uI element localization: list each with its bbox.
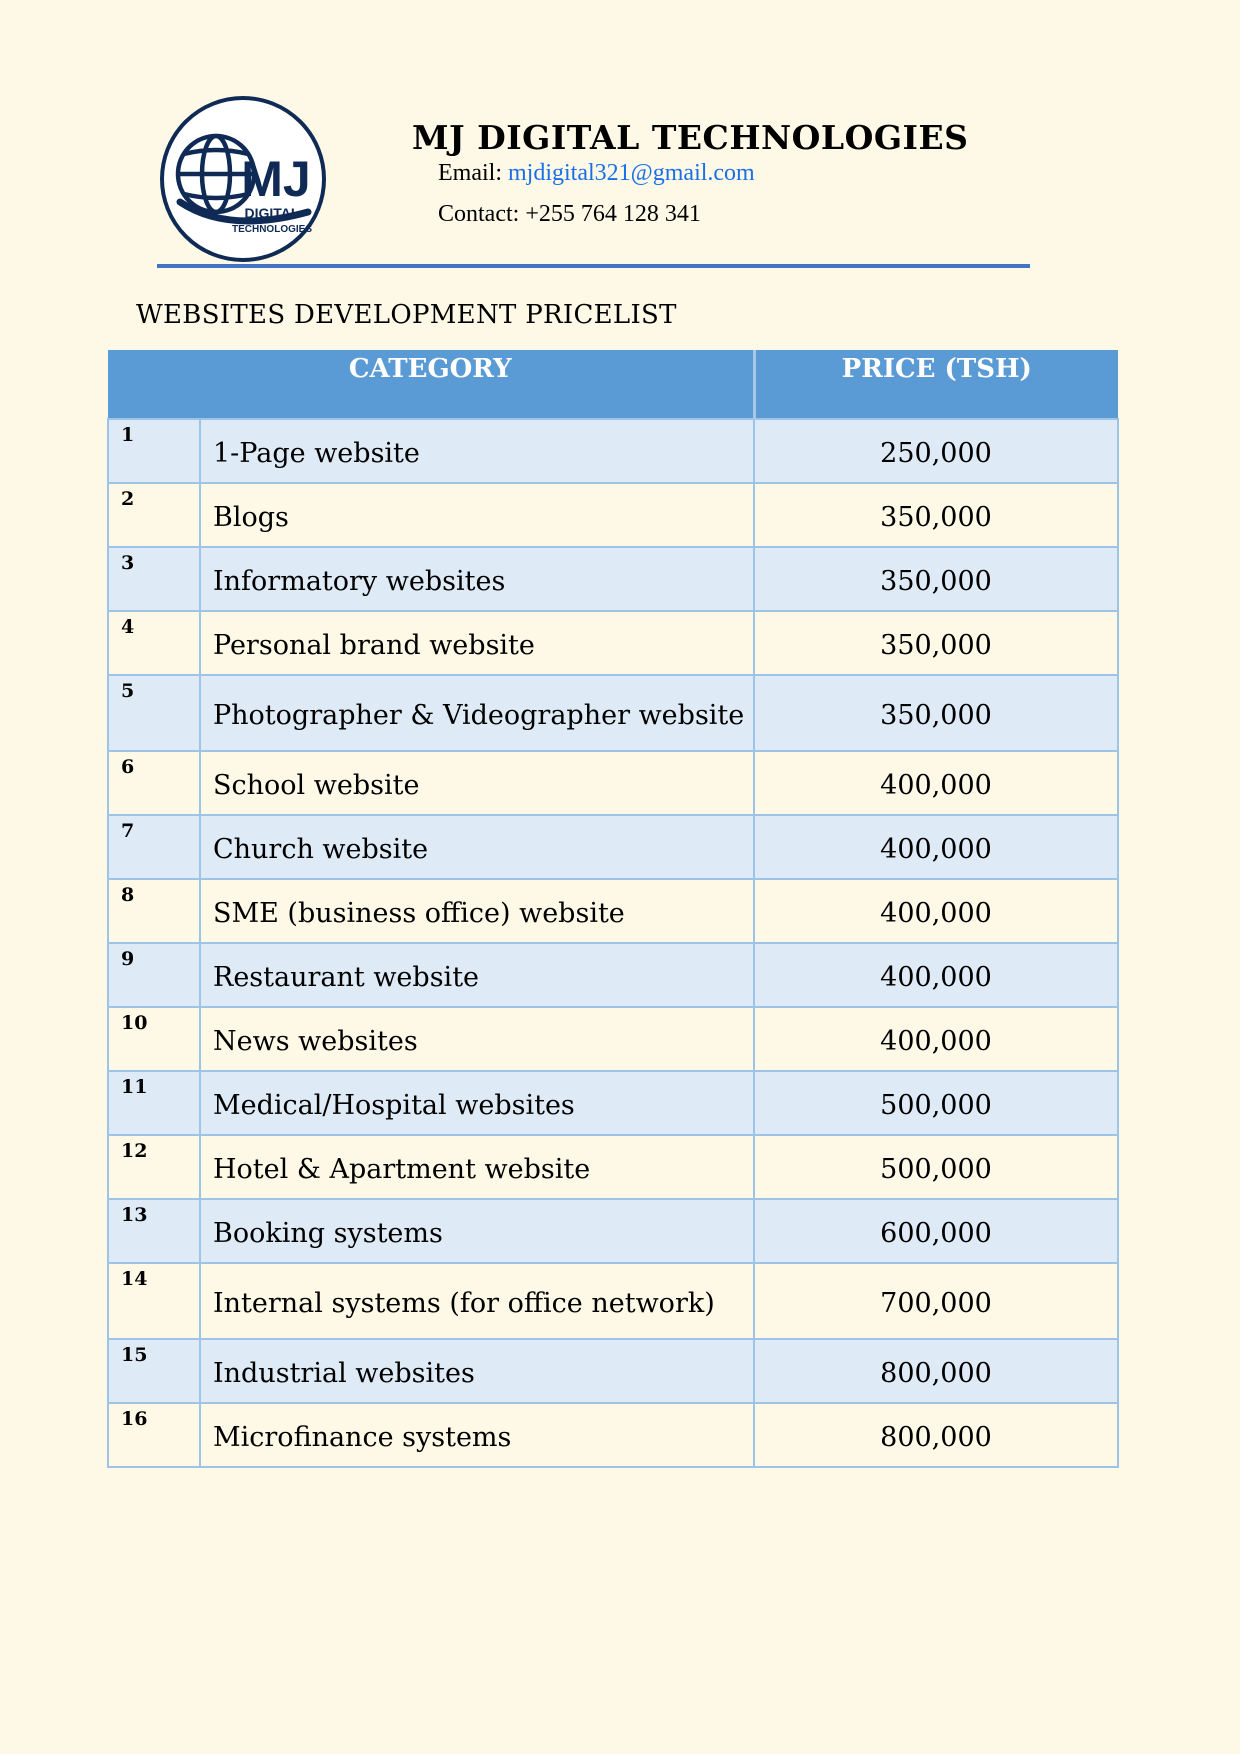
row-price: 500,000 (754, 1135, 1118, 1199)
company-logo (158, 94, 328, 264)
table-row (108, 943, 1118, 1007)
row-number: 12 (108, 1135, 200, 1199)
document-title: WEBSITES DEVELOPMENT PRICELIST (136, 300, 677, 330)
row-number: 15 (108, 1339, 200, 1403)
row-category: 1-Page website (200, 419, 754, 483)
contact-line (438, 201, 701, 228)
row-price: 350,000 (754, 547, 1118, 611)
table-row (108, 419, 1118, 483)
row-category: Booking systems (200, 1199, 754, 1263)
row-number: 8 (108, 879, 200, 943)
row-price: 800,000 (754, 1339, 1118, 1403)
row-price: 800,000 (754, 1403, 1118, 1467)
table-row (108, 483, 1118, 547)
row-price: 400,000 (754, 879, 1118, 943)
row-category: Microfinance systems (200, 1403, 754, 1467)
row-price: 400,000 (754, 751, 1118, 815)
row-price: 500,000 (754, 1071, 1118, 1135)
contact-number: +255 764 128 341 (525, 201, 701, 227)
company-name: MJ DIGITAL TECHNOLOGIES (412, 118, 969, 157)
row-price: 600,000 (754, 1199, 1118, 1263)
table-row (108, 815, 1118, 879)
table-row (108, 1007, 1118, 1071)
row-price: 400,000 (754, 815, 1118, 879)
price-column-header: PRICE (TSH) (754, 350, 1118, 419)
row-category: Restaurant website (200, 943, 754, 1007)
row-price: 400,000 (754, 1007, 1118, 1071)
row-number: 5 (108, 675, 200, 751)
row-price: 700,000 (754, 1263, 1118, 1339)
row-number: 7 (108, 815, 200, 879)
table-body (108, 419, 1118, 1467)
table-row (108, 1135, 1118, 1199)
table-row (108, 1263, 1118, 1339)
row-number: 4 (108, 611, 200, 675)
table-row (108, 675, 1118, 751)
table-row (108, 1403, 1118, 1467)
row-category: News websites (200, 1007, 754, 1071)
row-category: Industrial websites (200, 1339, 754, 1403)
table-row (108, 1199, 1118, 1263)
row-category: Blogs (200, 483, 754, 547)
table-row (108, 547, 1118, 611)
pricelist-table (107, 350, 1119, 1468)
row-category: Church website (200, 815, 754, 879)
row-category: School website (200, 751, 754, 815)
row-number: 16 (108, 1403, 200, 1467)
row-category: SME (business office) website (200, 879, 754, 943)
table-header-row (108, 350, 1118, 419)
row-number: 11 (108, 1071, 200, 1135)
row-price: 350,000 (754, 675, 1118, 751)
contact-label: Contact: (438, 201, 520, 227)
email-line (438, 160, 755, 187)
row-price: 400,000 (754, 943, 1118, 1007)
email-label: Email: (438, 160, 502, 186)
row-number: 9 (108, 943, 200, 1007)
category-column-header: CATEGORY (108, 350, 754, 419)
logo-digital-text: DIGITAL (244, 205, 300, 221)
logo-technologies-text: TECHNOLOGIES (231, 224, 313, 235)
row-category: Informatory websites (200, 547, 754, 611)
row-category: Medical/Hospital websites (200, 1071, 754, 1135)
table-row (108, 751, 1118, 815)
row-number: 3 (108, 547, 200, 611)
header-divider (157, 264, 1030, 268)
row-category: Internal systems (for office network) (200, 1263, 754, 1339)
logo-initials: MJ (241, 151, 311, 207)
row-number: 1 (108, 419, 200, 483)
table-row (108, 611, 1118, 675)
row-price: 250,000 (754, 419, 1118, 483)
table-row (108, 1339, 1118, 1403)
row-number: 14 (108, 1263, 200, 1339)
row-price: 350,000 (754, 483, 1118, 547)
email-link[interactable]: mjdigital321@gmail.com (507, 160, 755, 186)
row-number: 13 (108, 1199, 200, 1263)
row-category: Photographer & Videographer website (200, 675, 754, 751)
row-number: 6 (108, 751, 200, 815)
row-number: 2 (108, 483, 200, 547)
table-row (108, 1071, 1118, 1135)
row-number: 10 (108, 1007, 200, 1071)
row-category: Personal brand website (200, 611, 754, 675)
row-price: 350,000 (754, 611, 1118, 675)
table-row (108, 879, 1118, 943)
row-category: Hotel & Apartment website (200, 1135, 754, 1199)
